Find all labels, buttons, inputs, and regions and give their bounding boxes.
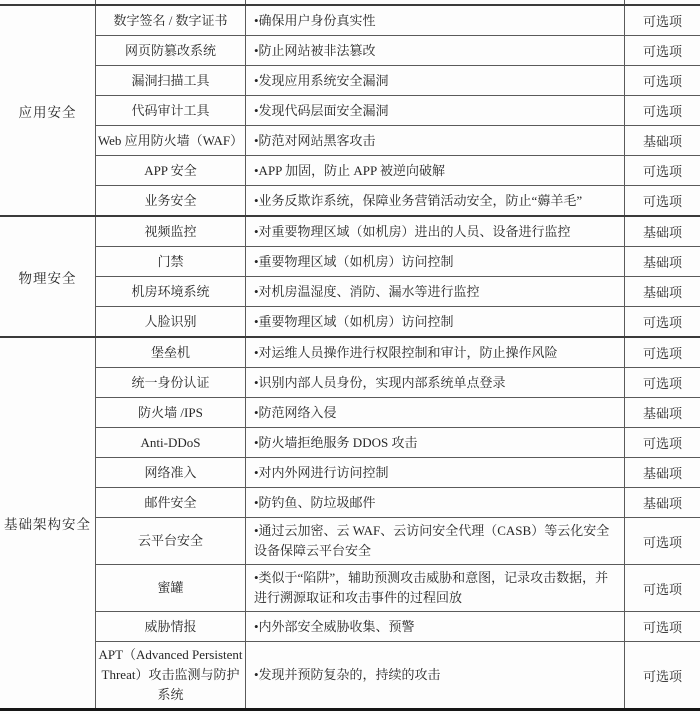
item-description-cell: •重要物理区域（如机房）访问控制 [246,247,625,276]
table-row [96,367,700,397]
item-description-cell: •防钓鱼、防垃圾邮件 [246,488,625,517]
item-description-cell: •对内外网进行访问控制 [246,458,625,487]
option-cell: 可选项 [642,104,682,119]
item-description-cell: •类似于“陷阱”，辅助预测攻击威胁和意图，记录攻击数据，并进行溯源取证和攻击事件的过程回放 [246,565,625,611]
item-name-cell: 视频监控 [96,217,246,246]
item-description-cell: •防火墙拒绝服务 DDOS 攻击 [246,428,625,457]
item-description-cell: •识别内部人员身份，实现内部系统单点登录 [246,368,625,397]
section-rows [96,6,700,215]
item-name-cell: 邮件安全 [96,488,246,517]
table-row [96,427,700,457]
item-description-cell: •APP 加固，防止 APP 被逆向破解 [246,156,625,185]
table-row [96,564,700,611]
option-cell: 可选项 [642,534,682,550]
item-name-cell: 机房环境系统 [96,277,246,306]
table-row [96,95,700,125]
item-name-cell: 堡垒机 [96,338,246,367]
table-row [96,611,700,641]
table-section [0,336,700,708]
item-name-cell: Web 应用防火墙（WAF） [96,126,246,155]
item-description-cell: •防止网站被非法篡改 [246,36,625,65]
table-section [0,4,700,215]
option-cell: 可选项 [642,14,682,29]
table-row [96,185,700,215]
option-cell: 基础项 [642,255,682,270]
table-row [96,217,700,246]
category-cell: 应用安全 [0,6,96,215]
option-cell: 基础项 [642,496,682,511]
option-cell: 可选项 [642,74,682,89]
item-description-cell: •对重要物理区域（如机房）进出的人员、设备进行监控 [246,217,625,246]
cropped-top-row [0,0,700,4]
item-description-cell: •发现并预防复杂的，持续的攻击 [246,642,625,708]
item-description-cell: •发现代码层面安全漏洞 [246,96,625,125]
cropped-description-cell [246,0,625,4]
table-row [96,517,700,564]
item-name-cell: 漏洞扫描工具 [96,66,246,95]
table-row [96,246,700,276]
table-row [96,338,700,367]
item-name-cell: 威胁情报 [96,612,246,641]
section-rows [96,338,700,708]
table-row [96,276,700,306]
item-description-cell: •内外部安全威胁收集、预警 [246,612,625,641]
option-cell: 可选项 [642,346,682,361]
option-cell: 基础项 [642,406,682,421]
item-name-cell: 业务安全 [96,186,246,215]
item-description-cell: •重要物理区域（如机房）访问控制 [246,307,625,336]
table-section [0,215,700,336]
item-description-cell: •防范对网站黑客攻击 [246,126,625,155]
item-name-cell: 门禁 [96,247,246,276]
table-row [96,65,700,95]
category-cell: 基础架构安全 [0,338,96,708]
item-description-cell: •通过云加密、云 WAF、云访问安全代理（CASB）等云化安全设备保障云平台安全 [246,518,625,564]
option-cell: 可选项 [642,668,682,684]
table-row [96,457,700,487]
table-row [96,397,700,427]
option-cell: 可选项 [642,44,682,59]
item-name-cell: 代码审计工具 [96,96,246,125]
option-cell: 可选项 [642,436,682,451]
item-description-cell: •业务反欺诈系统，保障业务营销活动安全，防止“薅羊毛” [246,186,625,215]
item-name-cell: 云平台安全 [96,518,246,564]
option-cell: 可选项 [642,581,682,597]
table-row [96,487,700,517]
option-cell: 可选项 [642,376,682,391]
item-name-cell: Anti-DDoS [96,428,246,457]
option-cell: 可选项 [642,620,682,635]
option-cell: 可选项 [642,194,682,209]
option-cell: 基础项 [642,466,682,481]
cropped-name-cell [96,0,246,4]
item-description-cell: •发现应用系统安全漏洞 [246,66,625,95]
item-name-cell: 人脸识别 [96,307,246,336]
item-name-cell: 数字签名 / 数字证书 [96,6,246,35]
item-description-cell: •对机房温湿度、消防、漏水等进行监控 [246,277,625,306]
item-name-cell: APP 安全 [96,156,246,185]
item-name-cell: 蜜罐 [96,565,246,611]
table-row [96,6,700,35]
cropped-option-cell [625,0,700,4]
table-row [96,306,700,336]
item-description-cell: •防范网络入侵 [246,398,625,427]
table-row [96,641,700,708]
item-name-cell: 统一身份认证 [96,368,246,397]
section-rows [96,217,700,336]
item-name-cell: 防火墙 /IPS [96,398,246,427]
option-cell: 可选项 [642,164,682,179]
option-cell: 可选项 [642,315,682,330]
item-description-cell: •确保用户身份真实性 [246,6,625,35]
item-name-cell: 网络准入 [96,458,246,487]
table-row [96,155,700,185]
item-name-cell: 网页防篡改系统 [96,36,246,65]
cropped-category-cell [0,0,96,4]
item-name-cell: APT（Advanced Persistent Threat）攻击监测与防护系统 [96,642,246,708]
table-row [96,125,700,155]
item-description-cell: •对运维人员操作进行权限控制和审计，防止操作风险 [246,338,625,367]
option-cell: 基础项 [642,225,682,240]
table-row [96,35,700,65]
option-cell: 基础项 [642,134,682,149]
category-cell: 物理安全 [0,217,96,336]
option-cell: 基础项 [642,285,682,300]
